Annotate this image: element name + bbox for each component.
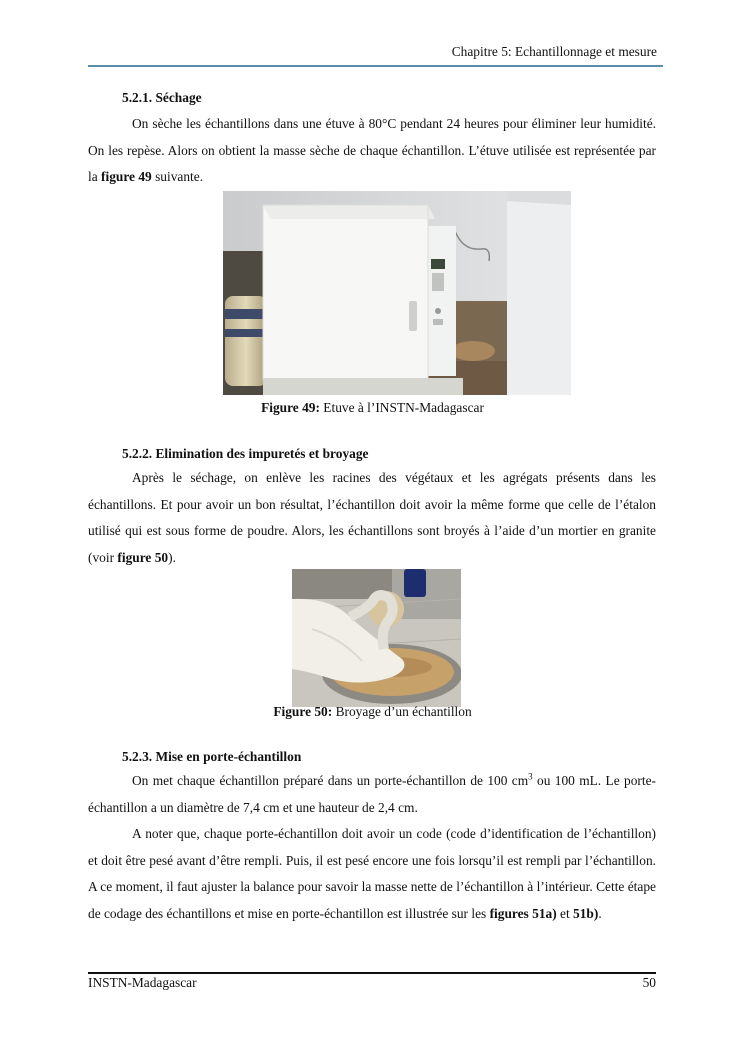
header-rule: [88, 65, 663, 67]
page-number: 50: [642, 975, 656, 990]
caption-text: Etuve à l’INSTN-Madagascar: [319, 400, 484, 415]
grinding-photo: [292, 569, 461, 707]
grinding-illustration: [292, 569, 461, 707]
paragraph-codage: [88, 821, 656, 927]
footer-institution: INSTN-Madagascar: [88, 975, 197, 990]
footer-rule: [88, 972, 656, 974]
paragraph-text: .: [598, 905, 602, 921]
running-header: Chapitre 5: Echantillonnage et mesure: [451, 44, 657, 59]
superscript: 3: [528, 771, 533, 782]
caption-label: Figure 49:: [261, 400, 320, 415]
caption-label: Figure 50:: [273, 704, 333, 719]
figure-49-caption: [0, 400, 745, 416]
oven-photo: [223, 191, 571, 395]
figure-reference: figure 49: [101, 169, 152, 184]
paragraph-text: ou 100 mL. Le porte-échantillon a un diamètre de 7,4 cm et une hauteur de 2,4 cm.: [88, 773, 656, 815]
paragraph-text: et: [556, 905, 574, 921]
paragraph-text: On sèche les échantillons dans une étuve à 80°C pendant 24 heures pour éliminer leur humidité. On les repèse. Alors on obtient la masse sèche de chaque échantillon. L’étuve utilisée est représentée par la: [88, 116, 656, 184]
paragraph-text: On met chaque échantillon préparé dans un porte-échantillon de 100 cm: [132, 773, 529, 788]
paragraph-text: A noter que, chaque porte-échantillon doit avoir un code (code d’identification de l’échantillon) et doit être pesé avant d’être rempli. Puis, il est pesé encore une fois lorsqu’il est rempli par l’échantillon. A ce moment, il faut ajuster la balance pour savoir la masse nette de l’échantillon à l’intérieur. Cette étape de codage des échantillons et mise en porte-échantillon est illustrée sur les: [88, 826, 656, 921]
figure-reference: figures 51a): [489, 905, 557, 921]
figure-50-caption: [0, 704, 745, 720]
paragraph-text: Après le séchage, on enlève les racines des végétaux et les agrégats présents dans les échantillons. Et pour avoir un bon résultat, l’échantillon doit avoir la même forme que celle de l’étalon utilisé qui est sous forme de poudre. Alors, les échantillons sont broyés à l’aide d’un mortier en granite (voir: [88, 470, 656, 565]
paragraph-broyage: [88, 465, 656, 571]
oven-illustration: [223, 191, 571, 395]
paragraph-text: ).: [168, 549, 176, 565]
section-title-5-2-3: 5.2.3. Mise en porte-échantillon: [122, 749, 302, 764]
paragraph-text: suivante.: [151, 169, 204, 184]
section-title-5-2-2: 5.2.2. Elimination des impuretés et broyage: [122, 446, 369, 461]
paragraph-porte-echantillon: [88, 768, 656, 821]
paragraph-sechage: [88, 111, 656, 191]
caption-text: Broyage d’un échantillon: [332, 704, 472, 719]
figure-reference: figure 50: [117, 549, 169, 565]
section-title-5-2-1: 5.2.1. Séchage: [122, 90, 202, 105]
figure-reference: 51b): [573, 905, 599, 921]
